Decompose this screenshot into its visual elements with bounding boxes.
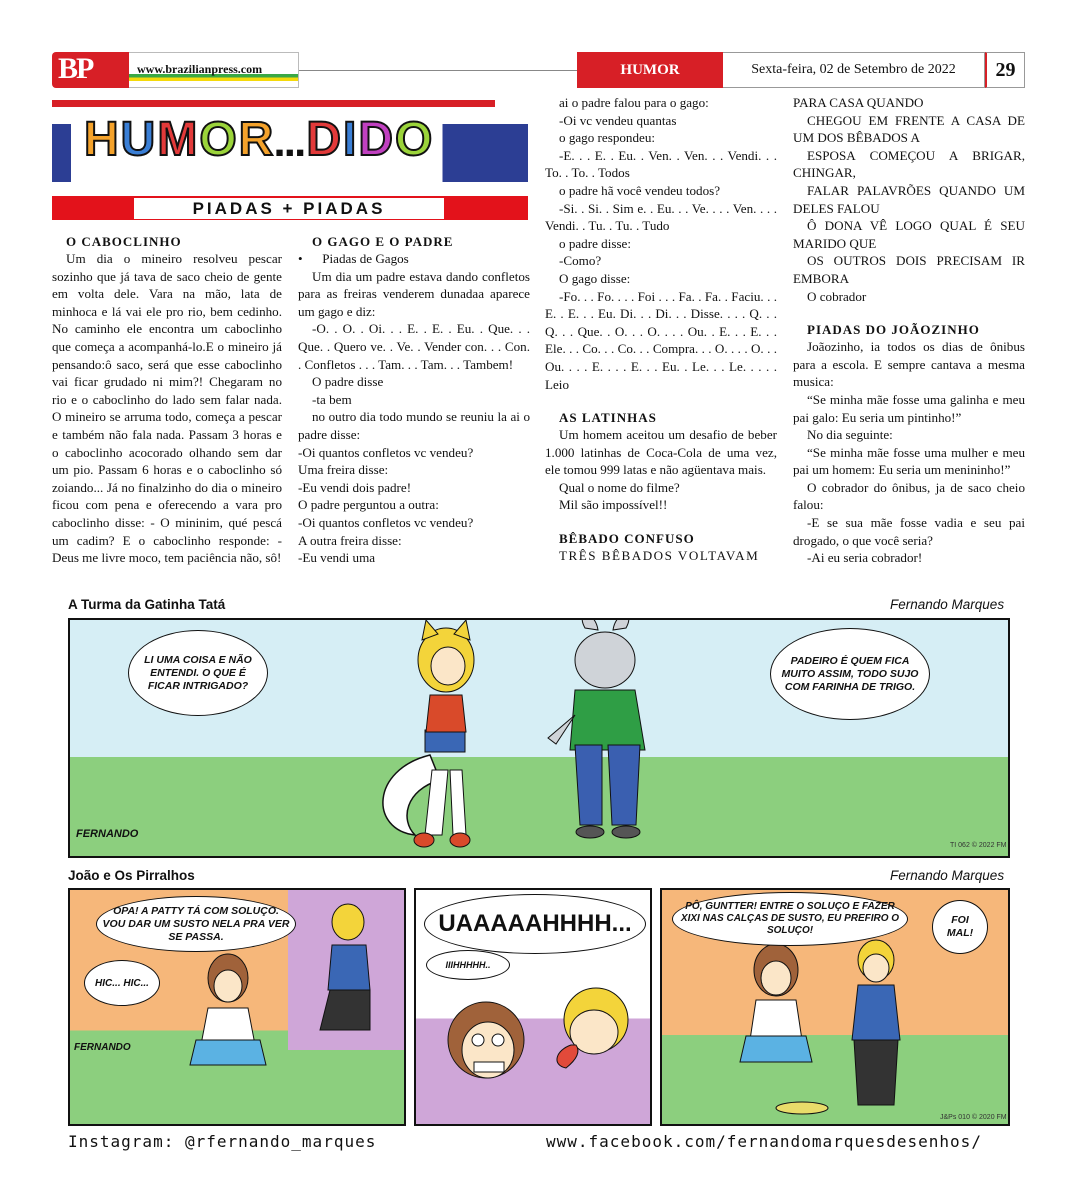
article-title: PIADAS DO JOÃOZINHO <box>807 322 980 338</box>
strip2-panel-2 <box>414 888 652 1126</box>
strip2-p3-reply: FOI MAL! <box>932 900 988 954</box>
strip2-code: J&Ps 010 © 2020 FM <box>940 1114 1007 1121</box>
article-line: Ô DONA VÊ LOGO QUAL É SEU MARIDO QUE <box>793 218 1025 251</box>
strip2-p3-bubble: PÔ, GUNTTER! ENTRE O SOLUÇO E FAZER XIXI NAS CALÇAS DE SUSTO, EU PREFIRO O SOLUÇO! <box>672 892 908 946</box>
article-text: Um dia o mineiro resolveu pescar sozinho que já tava de saco cheio de gente em volta dele. Vara na mão, lata de minhoca e lá vai ele pro rio, bem cedinho. No caminho ele encontra um caboclinho que começa a acompanhá-lo.E o mineiro já pensando:ô saco, será que esse caboclinho vai ficar grudado ni mim?! Chegaram no rio e o caboclinho do lado sem falar nada. O mineiro se arruma todo, começa a pescar e também não fala nada. Passam 3 horas e o caboclinho acocorado olhando sem dar um pio. Passam 6 horas e o caboclinho só zoiando... Já no finalzinho do dia o mineiro ficou com pena e oferecendo a vara pro caboclinho disse: - O mininim, qué pescá um cadim? E o caboclinho responde: - Deus me livre moco, tem paciência não, sô! <box>52 251 282 566</box>
article-line: O gago disse: <box>559 270 631 286</box>
section-label: HUMOR <box>577 52 723 88</box>
article-line: O padre disse <box>312 374 384 390</box>
site-url[interactable]: www.brazilianpress.com <box>137 62 263 76</box>
banner-letter: H <box>84 113 121 166</box>
strip2-p1-bubble: OPA! A PATTY TÁ COM SOLUÇO. VOU DAR UM SUSTO NELA PRA VER SE PASSA. <box>96 896 296 952</box>
banner-title <box>84 112 434 167</box>
strip2-title: João e Os Pirralhos <box>68 868 195 883</box>
article-title: AS LATINHAS <box>559 410 657 426</box>
header-divider <box>299 70 577 71</box>
article-line: -E. . . E. . Eu. . Ven. . Ven. . . Vendi. . . To. . To. . Todos <box>545 147 777 181</box>
strip1-bubble-left: LI UMA COISA E NÃO ENTENDI. O QUE É FICAR INTRIGADO? <box>128 630 268 716</box>
article-line: A outra freira disse: <box>298 532 402 548</box>
article-line: no outro dia todo mundo se reuniu la ai o padre disse: <box>298 409 530 442</box>
article-line: -Eu vendi dois padre! <box>298 479 412 495</box>
bullet-text: Piadas de Gagos <box>322 251 409 266</box>
article-line: -Oi quantos confletos vc vendeu? <box>298 514 474 530</box>
article-line: -Ai eu seria cobrador! <box>807 550 923 566</box>
strip2-panel-3 <box>660 888 1010 1126</box>
banner-letter: R <box>238 113 276 166</box>
page-number: 29 <box>985 52 1025 88</box>
strip2-p1-hic: HIC... HIC... <box>84 960 160 1006</box>
strip1-code: TI 062 © 2022 FM <box>950 842 1007 849</box>
banner-letter: I <box>343 113 359 166</box>
strip1-author: Fernando Marques <box>890 597 1005 612</box>
article-line: Qual o nome do filme? <box>559 479 680 495</box>
article-line: ESPOSA COMEÇOU A BRIGAR, CHINGAR, <box>793 147 1025 181</box>
article-line: “Se minha mãe fosse uma mulher e meu pai um homem: Eu seria um menininho!” <box>793 444 1025 478</box>
article-line: Uma freira disse: <box>298 462 389 478</box>
article-line: ai o padre falou para o gago: <box>559 95 709 110</box>
column-4 <box>793 94 1025 567</box>
banner-letter: ... <box>275 129 307 162</box>
column-gago-padre <box>298 234 530 567</box>
banner-letter: U <box>120 113 158 166</box>
strip1-signature: FERNANDO <box>76 828 139 840</box>
strip1-panel <box>68 618 1010 858</box>
article-line: No dia seguinte: <box>807 427 893 443</box>
brazilian-press-logo[interactable] <box>52 52 129 88</box>
column-caboclinho <box>52 234 282 567</box>
article-line: TRÊS BÊBADOS VOLTAVAM <box>559 548 760 564</box>
banner-letter: M <box>157 113 200 166</box>
article-line: Um homem aceitou um desafio de beber 1.000 latinhas de Coca-Cola de uma vez, ele tomou 999 latas e não agüentava mais. <box>545 427 777 478</box>
article-line: Joãozinho, ia todos os dias de ônibus para a escola. E sempre cantava a mesma musica: <box>793 339 1025 390</box>
article-line: -Como? <box>559 253 602 269</box>
article-line: -ta bem <box>312 391 352 407</box>
issue-date: Sexta-feira, 02 de Setembro de 2022 <box>723 52 985 88</box>
article-title: O CABOCLINHO <box>66 234 182 249</box>
strip2-author: Fernando Marques <box>890 868 1005 883</box>
instagram-handle[interactable]: Instagram: @rfernando_marques <box>68 1132 377 1151</box>
article-line: Um dia um padre estava dando confletos para as freiras venderem dunadaa aparece um gago e diz: <box>298 268 530 319</box>
article-line: O cobrador do ônibus, ja de saco cheio falou: <box>793 479 1025 513</box>
strip1-title: A Turma da Gatinha Tatá <box>68 597 226 612</box>
cat-girl-figure <box>383 620 474 847</box>
article-line: -Si. . Si. . Sim e. . Eu. . . Ve. . . . Ven. . . . Vendi. . Tu. . Tu. . Tudo <box>545 200 777 234</box>
logo-text: BP <box>58 52 93 85</box>
bunny-figure <box>548 620 645 838</box>
article-line: o padre hã você vendeu todos? <box>559 182 721 198</box>
article-line: Mil são impossível!! <box>559 497 668 513</box>
strip2-panel-1 <box>68 888 406 1126</box>
article-line: -O. . O. . Oi. . . E. . E. . Eu. . Que. . . Que. . Quero ve. . Ve. . Vender con. . . Con. . Confletos . . . Tam. . . Tam. . . Tambem! <box>298 321 530 372</box>
facebook-link[interactable]: www.facebook.com/fernandomarquesdesenhos/ <box>546 1132 982 1151</box>
article-line: o padre disse: <box>559 235 631 251</box>
banner-letter: O <box>395 113 435 166</box>
article-title: O GAGO E O PADRE <box>312 234 454 249</box>
bullet-icon: • <box>298 251 323 266</box>
article-title: BÊBADO CONFUSO <box>559 531 695 547</box>
article-line: O cobrador <box>807 288 867 304</box>
article-line: -Eu vendi uma <box>298 550 376 566</box>
article-line: -Oi quantos confletos vc vendeu? <box>298 444 474 460</box>
banner-letter: O <box>199 113 239 166</box>
article-line: “Se minha mãe fosse uma galinha e meu pai galo: Eu seria um pintinho!” <box>793 391 1025 425</box>
banner-letter: D <box>306 113 344 166</box>
article-line: o gago respondeu: <box>559 130 655 146</box>
banner-top-stripe <box>52 100 495 107</box>
strip2-p2-small: IIIHHHHH.. <box>426 950 510 980</box>
article-line: FALAR PALAVRÕES QUANDO UM DELES FALOU <box>793 182 1025 216</box>
article-line: -Oi vc vendeu quantas <box>559 112 677 128</box>
banner-letter: D <box>358 113 396 166</box>
column-3 <box>545 94 777 565</box>
strip2-p2-shout: UAAAAAHHHH... <box>424 894 646 954</box>
article-line: O padre perguntou a outra: <box>298 497 439 513</box>
strip1-bubble-right: PADEIRO É QUEM FICA MUITO ASSIM, TODO SUJO COM FARINHA DE TRIGO. <box>770 628 930 720</box>
article-line: OS OUTROS DOIS PRECISAM IR EMBORA <box>793 253 1025 286</box>
article-line: CHEGOU EM FRENTE A CASA DE UM DOS BÊBADOS A <box>793 112 1025 146</box>
site-url-bar[interactable] <box>129 52 299 88</box>
article-line: -Fo. . . Fo. . . . Foi . . . Fa. . Fa. . Faciu. . . E. . E. . . Eu. Di. . . Di. . . Disse. . . . Q. . . Q. . . Que. . O. . . O. . . . Ou. . E. . . E. . . Ele. . . Co. . . Co. . . Compra. . . O. . . . O. . . Ou. . . . E. . . . E. . . Eu. . Le. . . Le. . . . . Leio <box>545 288 777 392</box>
article-line: PARA CASA QUANDO <box>793 95 924 110</box>
bullet-line <box>298 250 530 268</box>
article-line: -E se sua mãe fosse vadia e seu pai drogado, o que você seria? <box>793 515 1025 548</box>
banner-subtitle: PIADAS + PIADAS <box>134 198 444 219</box>
strip2-p1-signature: FERNANDO <box>74 1042 131 1053</box>
